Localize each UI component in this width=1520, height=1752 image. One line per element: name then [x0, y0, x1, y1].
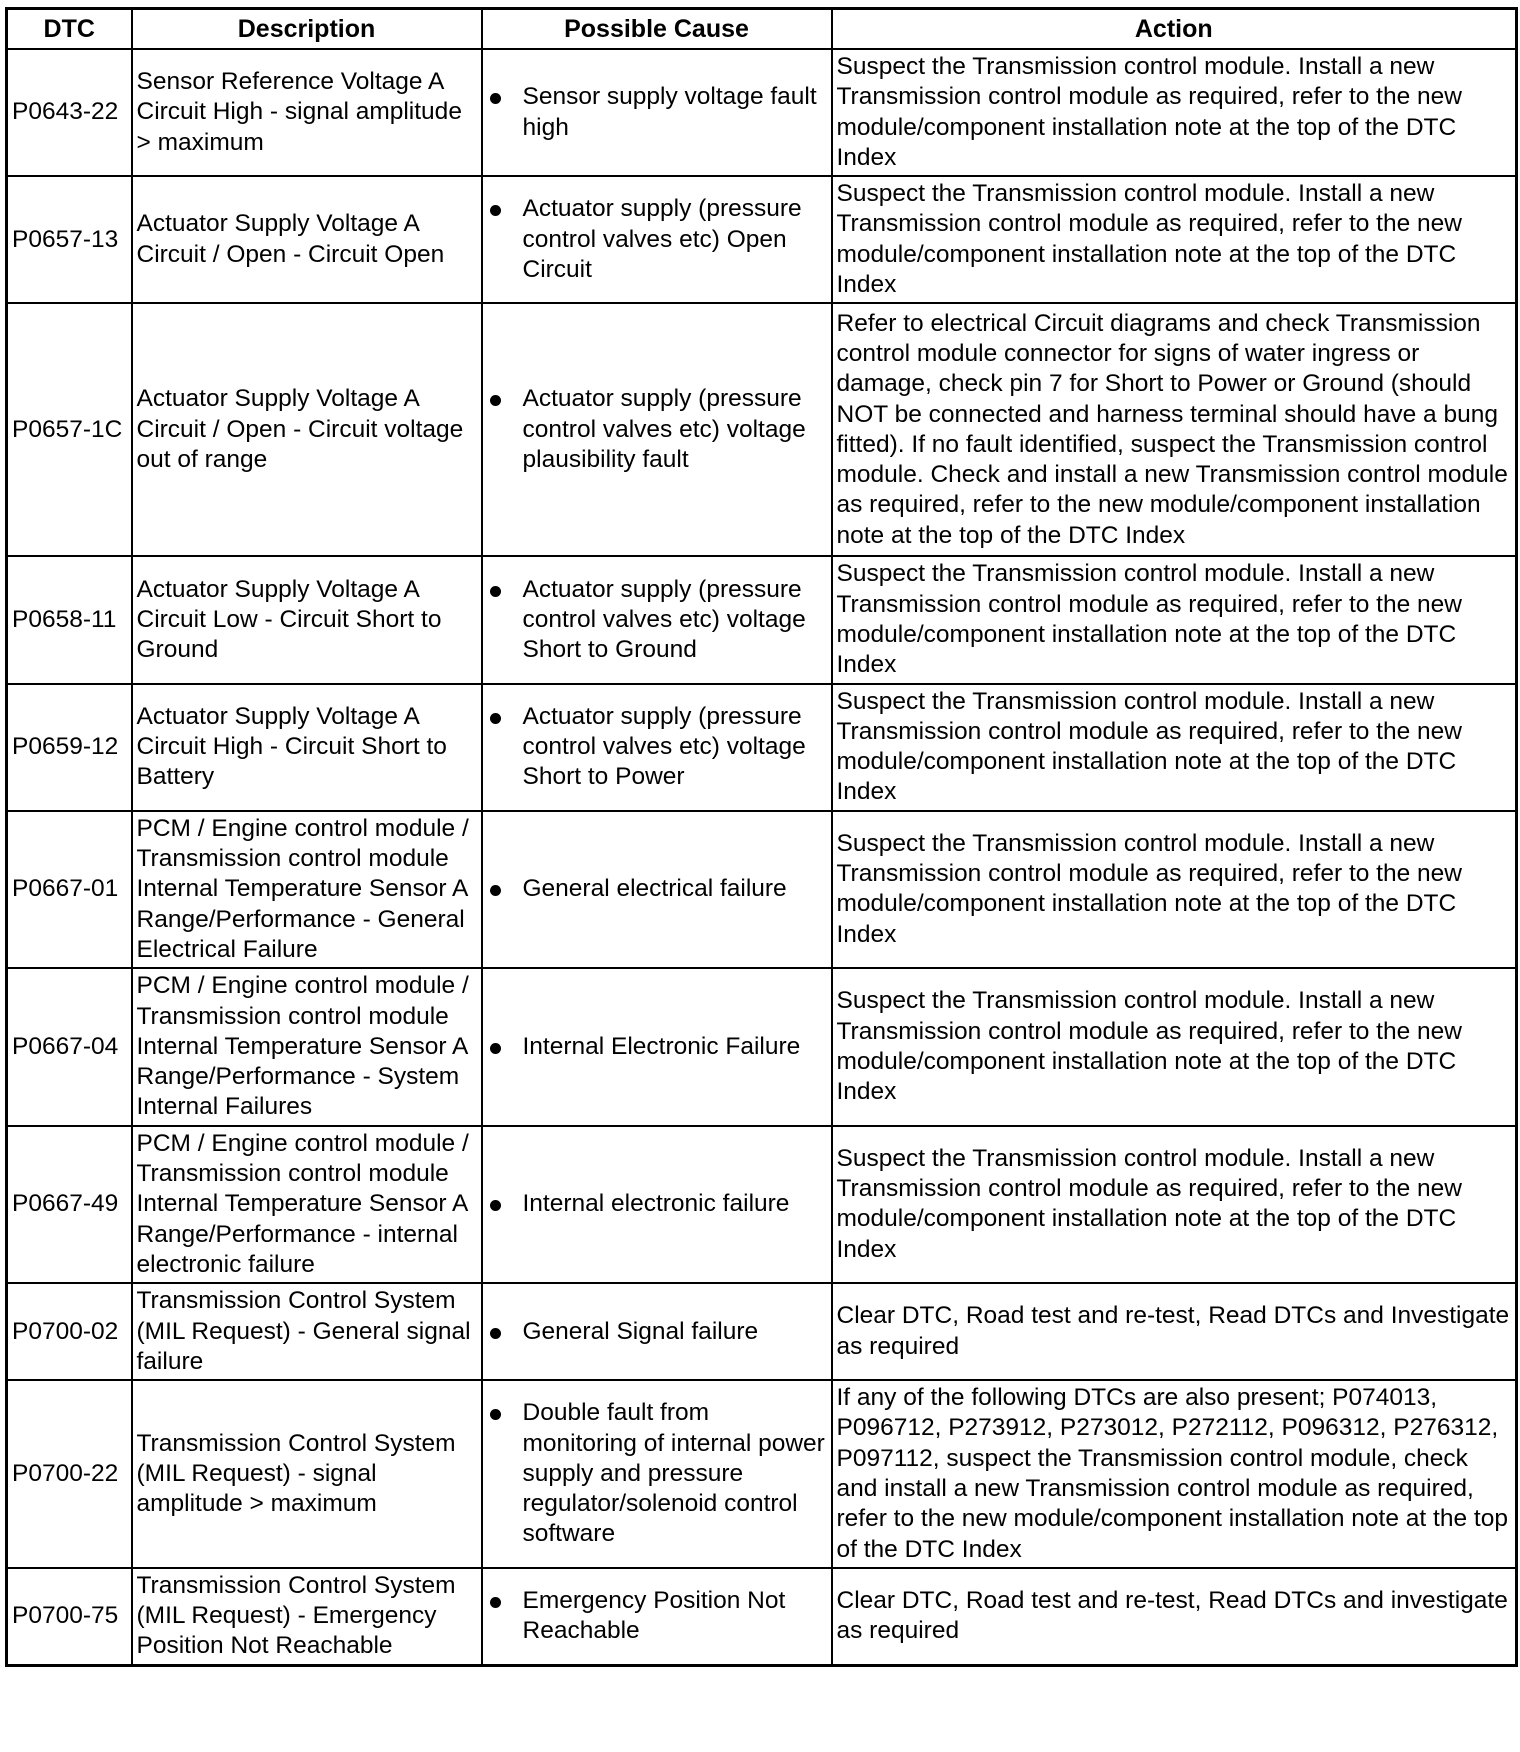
action-text: Refer to electrical Circuit diagrams and check Transmission control module connector for signs of water ingress or damage, check pin 7 for Short to Power or Ground (should NOT be connected and harness terminal should have a bung fitted). If no fault identified, suspect the Transmission control module. Check and install a new Transmission control module as required, refer to the new module/component installation note at the top of the DTC Index: [832, 303, 1517, 556]
possible-cause: [482, 684, 832, 811]
header-row: [7, 9, 1517, 50]
cause-bullet-item: Actuator supply (pressure control valves etc) voltage Short to Power: [487, 702, 827, 793]
cause-bullet-item: General Signal failure: [487, 1317, 827, 1347]
cause-bullet-item: Double fault from monitoring of internal power supply and pressure regulator/solenoid control software: [487, 1398, 827, 1549]
dtc-code: P0667-04: [7, 968, 132, 1125]
table-row: [7, 556, 1517, 683]
dtc-description: Actuator Supply Voltage A Circuit / Open - Circuit Open: [132, 176, 482, 303]
dtc-code: P0659-12: [7, 684, 132, 811]
action-text: If any of the following DTCs are also present; P074013, P096712, P273912, P273012, P272112, P096312, P276312, P097112, suspect the Transmission control module, check and install a new Transmission control module as required, refer to the new module/component installation note at the top of the DTC Index: [832, 1380, 1517, 1568]
action-text: Suspect the Transmission control module. Install a new Transmission control module as required, refer to the new module/component installation note at the top of the DTC Index: [832, 556, 1517, 683]
dtc-description: Transmission Control System (MIL Request) - General signal failure: [132, 1283, 482, 1380]
table-row: [7, 1283, 1517, 1380]
dtc-description: Actuator Supply Voltage A Circuit Low - Circuit Short to Ground: [132, 556, 482, 683]
dtc-description: Actuator Supply Voltage A Circuit / Open - Circuit voltage out of range: [132, 303, 482, 556]
cause-bullet-item: Actuator supply (pressure control valves etc) Open Circuit: [487, 194, 827, 285]
table-row: [7, 1380, 1517, 1568]
possible-cause: [482, 968, 832, 1125]
dtc-description: Transmission Control System (MIL Request) - Emergency Position Not Reachable: [132, 1568, 482, 1665]
dtc-code: P0657-1C: [7, 303, 132, 556]
header-description: Description: [132, 9, 482, 50]
dtc-code: P0667-49: [7, 1126, 132, 1283]
dtc-code: P0643-22: [7, 49, 132, 176]
cause-bullet-item: Internal electronic failure: [487, 1189, 827, 1219]
table-row: [7, 303, 1517, 556]
dtc-description: Sensor Reference Voltage A Circuit High - signal amplitude > maximum: [132, 49, 482, 176]
cause-bullet-item: Actuator supply (pressure control valves etc) voltage plausibility fault: [487, 384, 827, 475]
possible-cause: [482, 811, 832, 968]
action-text: Suspect the Transmission control module. Install a new Transmission control module as required, refer to the new module/component installation note at the top of the DTC Index: [832, 49, 1517, 176]
possible-cause: [482, 49, 832, 176]
dtc-code: P0700-02: [7, 1283, 132, 1380]
dtc-code: P0658-11: [7, 556, 132, 683]
action-text: Suspect the Transmission control module. Install a new Transmission control module as required, refer to the new module/component installation note at the top of the DTC Index: [832, 811, 1517, 968]
cause-bullet-item: General electrical failure: [487, 874, 827, 904]
dtc-description: Transmission Control System (MIL Request) - signal amplitude > maximum: [132, 1380, 482, 1568]
possible-cause: [482, 1380, 832, 1568]
dtc-code: P0700-22: [7, 1380, 132, 1568]
action-text: Suspect the Transmission control module. Install a new Transmission control module as required, refer to the new module/component installation note at the top of the DTC Index: [832, 684, 1517, 811]
action-text: Suspect the Transmission control module. Install a new Transmission control module as required, refer to the new module/component installation note at the top of the DTC Index: [832, 1126, 1517, 1283]
cause-bullet-item: Actuator supply (pressure control valves etc) voltage Short to Ground: [487, 575, 827, 666]
possible-cause: [482, 1568, 832, 1665]
table-row: [7, 811, 1517, 968]
dtc-description: PCM / Engine control module / Transmission control module Internal Temperature Sensor A Range/Performance - internal electronic failure: [132, 1126, 482, 1283]
header-possible-cause: Possible Cause: [482, 9, 832, 50]
header-action: Action: [832, 9, 1517, 50]
cause-bullet-item: Internal Electronic Failure: [487, 1032, 827, 1062]
possible-cause: [482, 303, 832, 556]
possible-cause: [482, 176, 832, 303]
action-text: Clear DTC, Road test and re-test, Read DTCs and investigate as required: [832, 1568, 1517, 1665]
cause-bullet-item: Sensor supply voltage fault high: [487, 82, 827, 143]
table-row: [7, 968, 1517, 1125]
possible-cause: [482, 556, 832, 683]
table-row: [7, 176, 1517, 303]
dtc-description: PCM / Engine control module / Transmission control module Internal Temperature Sensor A Range/Performance - System Internal Failures: [132, 968, 482, 1125]
cause-bullet-item: Emergency Position Not Reachable: [487, 1586, 827, 1647]
table-row: [7, 1126, 1517, 1283]
dtc-code: P0657-13: [7, 176, 132, 303]
dtc-description: PCM / Engine control module / Transmission control module Internal Temperature Sensor A Range/Performance - General Electrical Failure: [132, 811, 482, 968]
table-row: [7, 1568, 1517, 1665]
dtc-code: P0700-75: [7, 1568, 132, 1665]
header-dtc: DTC: [7, 9, 132, 50]
possible-cause: [482, 1126, 832, 1283]
table-row: [7, 49, 1517, 176]
table-row: [7, 684, 1517, 811]
action-text: Clear DTC, Road test and re-test, Read DTCs and Investigate as required: [832, 1283, 1517, 1380]
possible-cause: [482, 1283, 832, 1380]
dtc-description: Actuator Supply Voltage A Circuit High - Circuit Short to Battery: [132, 684, 482, 811]
dtc-code: P0667-01: [7, 811, 132, 968]
dtc-table: [5, 7, 1518, 1667]
action-text: Suspect the Transmission control module. Install a new Transmission control module as required, refer to the new module/component installation note at the top of the DTC Index: [832, 176, 1517, 303]
action-text: Suspect the Transmission control module. Install a new Transmission control module as required, refer to the new module/component installation note at the top of the DTC Index: [832, 968, 1517, 1125]
